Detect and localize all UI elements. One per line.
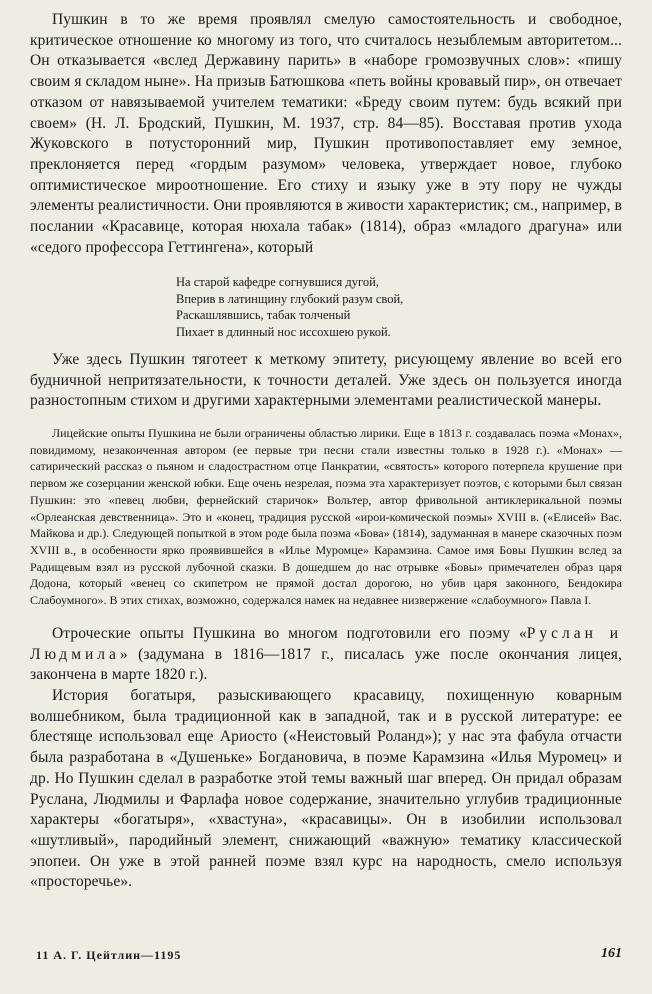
paragraph-3-after: » (задумана в 1816—1817 г., писалась уже после окончания лицея, закончена в марте 1820 г.). bbox=[30, 645, 622, 684]
poem-line: Вперив в латинщину глубокий разум свой, bbox=[176, 291, 404, 306]
paragraph-3 bbox=[30, 624, 622, 686]
poem-title-spaced: Руслан и Людмила bbox=[30, 625, 622, 663]
printer-signature: 11 А. Г. Цейтлин—1195 bbox=[36, 948, 182, 962]
poem-line: На старой кафедре согнувшися дугой, bbox=[176, 275, 379, 289]
poem-line: Раскашлявшись, табак толченый bbox=[176, 308, 351, 323]
paragraph-3-before: Отроческие опыты Пушкина во многом подготовили его поэму « bbox=[52, 625, 527, 642]
paragraph-1: Пушкин в то же время проявлял смелую самостоятельность и свободное, критическое отношение ко многому из того, что считалось незыблемым авторитетом... Он отказывается «вслед Державину парить» в «наборе громозвучных слов»: «пишу своим я складом ныне». На призыв Батюшкова «петь войны кровавый пир», он отвечает отказом от навязываемой учителем тематики: «Бреду своим путем: будь всякий при своем» (Н. Л. Бродский, Пушкин, М. 1937, стр. 84—85). Восставая против ухода Жуковского в потусторонний мир, Пушкин противопоставляет ему земное, преклоняется перед «гордым разумом» человека, утверждает новое, глубоко оптимистическое мироотношение. Его стиху и языку уже в эту пору не чужды элементы реалистичности. Они проявляются в живости характеристик; см., например, в послании «Красавице, которая нюхала табак» (1814), образ «младого драгуна» или «седого профессора Геттингена», который bbox=[30, 11, 622, 256]
page-number: 161 bbox=[601, 946, 622, 961]
poem-quote bbox=[176, 274, 596, 340]
paragraph-4: История богатыря, разыскивающего красавицу, похищенную коварным волшебником, была традиционной как в западной, так и в русской литературе: ее блестяще использовал еще Ариосто («Неистовый Роланд»); у нас эта фабула отчасти была разработана в «Душеньке» Богдановича, в поэме Карамзина «Илья Муромец» и др. Но Пушкин сделал в разработке этой темы важный шаг вперед. Он придал образам Руслана, Людмилы и Фарлафа новое содержание, значительно углубив традиционные характеры «богатыря», «хвастуна», «красавицы». Он в изобилии использовал «шутливый», пародийный элемент, снижающий «важную» тематику классической эпопеи. Он уже в этой ранней поэме взял курс на народность, смело используя «просторечье». bbox=[30, 687, 622, 891]
small-print-note: Лицейские опыты Пушкина не были ограничены областью лирики. Еще в 1813 г. создавалась поэма «Монах», повидимому, незаконченная автором (ее первые три песни стали известны только в 1928 г.). «Монах» — сатирический рассказ о пьяном и сладострастном отце Панкратии, «святость» которого потерпела крушение при первом же созерцании женской юбки. Еще очень незрелая, поэма эта характеризует поэтов, с которыми был связан Пушкин: это «певец любви, фернейский старичок» Вольтер, автор фривольной антиклерикальной поэмы «Орлеанская девственница». Это и «конец, традиция русской «ирои-комической поэмы» XVIII в. («Елисей» Вас. Майкова и др.). Следующей попыткой в этом роде была поэма «Бова» (1814), задуманная в манере сказочных поэм XVIII в., в особенности ярко проявившейся в «Илье Муромце» Карамзина. Самое имя Бовы Пушкин вслед за Радищевым взял из русской лубочной сказки. В дошедшем до нас отрывке «Бовы» примечателен образ царя Додона, который «венец со скипетром не прямой достал дорогою, но убив царя законного, Бендокира Слабоумного». В этих стихах, возможно, содержался намек на недавнее низвержение «слабоумного» Павла I. bbox=[30, 426, 622, 608]
poem-line: Пихает в длинный нос иссохшею рукой. bbox=[176, 324, 391, 339]
paragraph-2: Уже здесь Пушкин тяготеет к меткому эпитету, рисующему явление во всей его будничной непритязательности, к точности деталей. Уже здесь он пользуется иногда разностопным стихом и другими характерными элементами реалистической манеры. bbox=[30, 351, 622, 410]
page-footer bbox=[36, 948, 622, 966]
